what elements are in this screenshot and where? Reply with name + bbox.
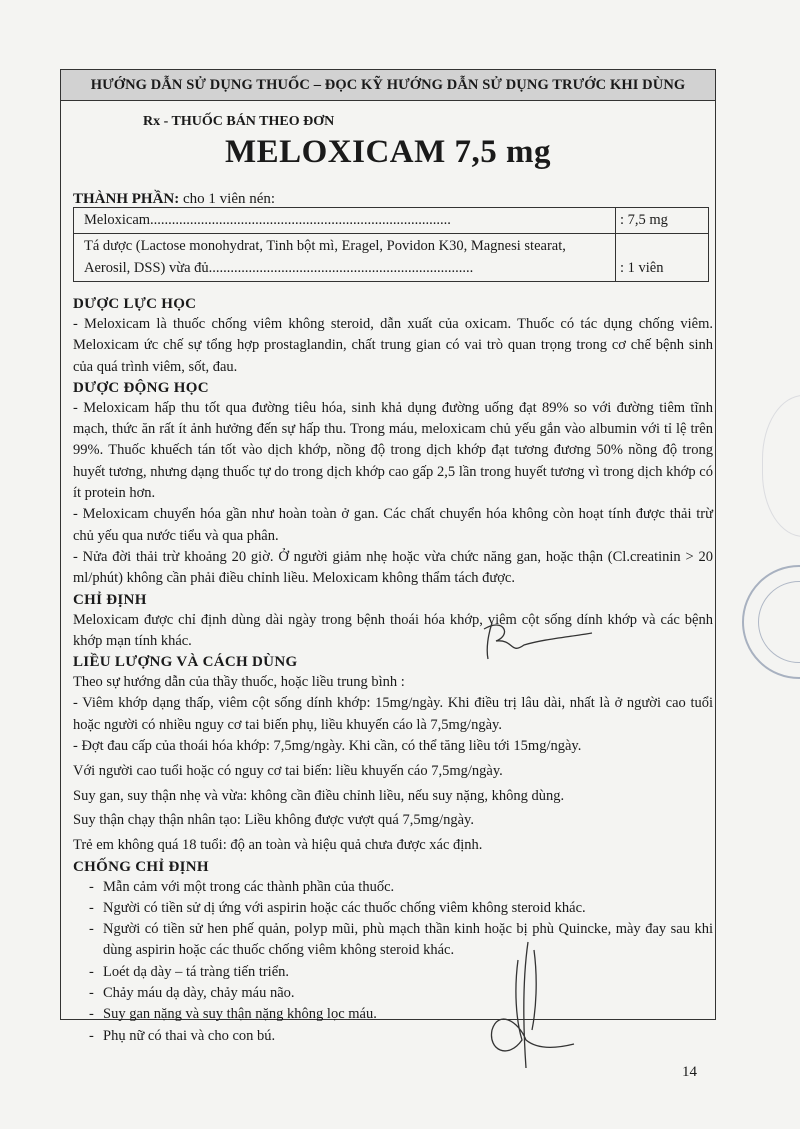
- list-item-text: Chảy máu dạ dày, chảy máu não.: [103, 985, 295, 1002]
- list-item: [73, 877, 713, 898]
- list-item-text: Suy gan nặng và suy thận nặng không lọc máu.: [103, 1006, 377, 1023]
- pharmacodynamics-text: - Meloxicam là thuốc chống viêm không steroid, dẫn xuất của oxicam. Thuốc có tác dụng chống viêm. Meloxicam ức chế sự tổng hợp prostaglandin, chất trung gian có vai trò quan trọng trong cơ chế bệnh sinh của quá trình viêm, sốt, đau.: [73, 316, 713, 375]
- list-item-text: Mẫn cảm với một trong các thành phần của thuốc.: [103, 878, 395, 895]
- composition-table: [73, 207, 709, 282]
- list-item: [73, 962, 713, 983]
- list-item: [73, 983, 713, 1004]
- dosage-paragraph: - Đợt đau cấp của thoái hóa khớp: 7,5mg/ngày. Khi cần, có thể tăng liều tới 15mg/ngày.: [73, 738, 582, 755]
- list-item-text: Loét dạ dày – tá tràng tiến triển.: [103, 963, 290, 980]
- pharmacokinetics-paragraph: - Meloxicam chuyển hóa gần như hoàn toàn ở gan. Các chất chuyển hóa không còn hoạt tính được thải trừ chủ yếu qua nước tiểu và qua phân.: [73, 506, 713, 544]
- section-heading-pharmacodynamics: DƯỢC LỰC HỌC: [73, 296, 197, 312]
- dosage-paragraph: - Viêm khớp dạng thấp, viêm cột sống dính khớp: 15mg/ngày. Khi điều trị lâu dài, nhất là ở người cao tuổi hoặc người có nhiều nguy cơ tai biến phụ, liều khuyến cáo là 7,5mg/ngày.: [73, 695, 713, 733]
- page-number: 14: [682, 1064, 697, 1080]
- stamp-icon: [742, 565, 800, 679]
- list-dash: -: [89, 878, 94, 895]
- leaflet-body: [73, 294, 713, 1047]
- list-item: [73, 898, 713, 919]
- leaflet-banner: HƯỚNG DẪN SỬ DỤNG THUỐC – ĐỌC KỸ HƯỚNG DẪN SỬ DỤNG TRƯỚC KHI DÙNG: [61, 70, 715, 101]
- indications-text: Meloxicam được chỉ định dùng dài ngày trong bệnh thoái hóa khớp, viêm cột sống dính khớp và các bệnh khớp mạn tính khác.: [73, 611, 713, 649]
- list-item-text: Người có tiền sử dị ứng với aspirin hoặc các thuốc chống viêm không steroid khác.: [103, 899, 586, 916]
- section-heading-indications: CHỈ ĐỊNH: [73, 591, 147, 608]
- composition-row: [74, 208, 709, 234]
- pharmacokinetics-paragraph: - Nửa đời thải trừ khoảng 20 giờ. Ở người giảm nhẹ hoặc vừa chức năng gan, hoặc thận (Cl.creatinin > 20 ml/phút) không cần phải điều chỉnh liều. Meloxicam không thẩm tách được.: [73, 548, 713, 587]
- list-item: [73, 1026, 713, 1047]
- composition-heading-label: THÀNH PHẦN:: [73, 191, 180, 207]
- dosage-paragraph: Suy thận chạy thận nhân tạo: Liều không được vượt quá 7,5mg/ngày.: [73, 812, 474, 829]
- list-dash: -: [89, 899, 94, 916]
- composition-ingredient: Tá dược (Lactose monohydrat, Tinh bột mì, Eragel, Povidon K30, Magnesi stearat, Aerosil, DSS) vừa đủ.........................................................................: [74, 234, 616, 282]
- pharmacokinetics-paragraph: - Meloxicam hấp thu tốt qua đường tiêu hóa, sinh khả dụng đường uống đạt 89% so với đường tiêm tĩnh mạch, thức ăn rất ít ảnh hưởng đến sự hấp thu. Trong máu, meloxicam chủ yếu gắn vào albumin với tỉ lệ trên 99%. Thuốc khuếch tán tốt vào dịch khớp, nồng độ trong dịch khớp đạt tương đương 50% nồng độ trong huyết tương, nhưng dạng thuốc tự do trong dịch khớp cao gấp 2,5 lần trong huyết tương vì trong dịch khớp có ít protein hơn.: [73, 399, 713, 502]
- composition-subheading: cho 1 viên nén:: [179, 191, 276, 207]
- list-dash: -: [89, 1027, 94, 1044]
- section-heading-pharmacokinetics: DƯỢC ĐỘNG HỌC: [73, 379, 209, 396]
- seal-icon: [762, 395, 800, 537]
- contraindications-list: [73, 877, 713, 1047]
- leaflet-frame: [60, 69, 716, 1044]
- dosage-paragraph: Theo sự hướng dẫn của thầy thuốc, hoặc liều trung bình :: [73, 674, 405, 691]
- dosage-paragraph: Với người cao tuổi hoặc có nguy cơ tai biến: liều khuyến cáo 7,5mg/ngày.: [73, 762, 503, 779]
- rx-label: Rx - THUỐC BÁN THEO ĐƠN: [143, 114, 335, 129]
- list-item-text: Người có tiền sử hen phế quản, polyp mũi, phù mạch thần kinh hoặc bị phù Quincke, mày đay sau khi dùng aspirin hoặc các thuốc chống viêm không steroid khác.: [103, 921, 713, 959]
- list-item: [73, 919, 713, 962]
- composition-row: [74, 234, 709, 282]
- list-dash: -: [89, 985, 94, 1002]
- composition-heading: [73, 191, 275, 208]
- list-dash: -: [89, 963, 94, 980]
- list-dash: -: [89, 921, 94, 938]
- section-heading-contraindications: CHỐNG CHỈ ĐỊNH: [73, 858, 209, 875]
- list-item-text: Phụ nữ có thai và cho con bú.: [103, 1027, 276, 1044]
- list-item: [73, 1004, 713, 1025]
- composition-amount: : 7,5 mg: [616, 208, 709, 234]
- product-title: MELOXICAM 7,5 mg: [224, 134, 552, 170]
- composition-amount: : 1 viên: [616, 234, 709, 282]
- section-heading-dosage: LIỀU LƯỢNG VÀ CÁCH DÙNG: [73, 654, 298, 671]
- list-dash: -: [89, 1006, 94, 1023]
- dosage-paragraph: Trẻ em không quá 18 tuổi: độ an toàn và hiệu quả chưa được xác định.: [73, 837, 483, 854]
- composition-ingredient: Meloxicam...................................................................................: [74, 208, 616, 234]
- dosage-paragraph: Suy gan, suy thận nhẹ và vừa: không cần điều chỉnh liều, nếu suy nặng, không dùng.: [73, 787, 565, 804]
